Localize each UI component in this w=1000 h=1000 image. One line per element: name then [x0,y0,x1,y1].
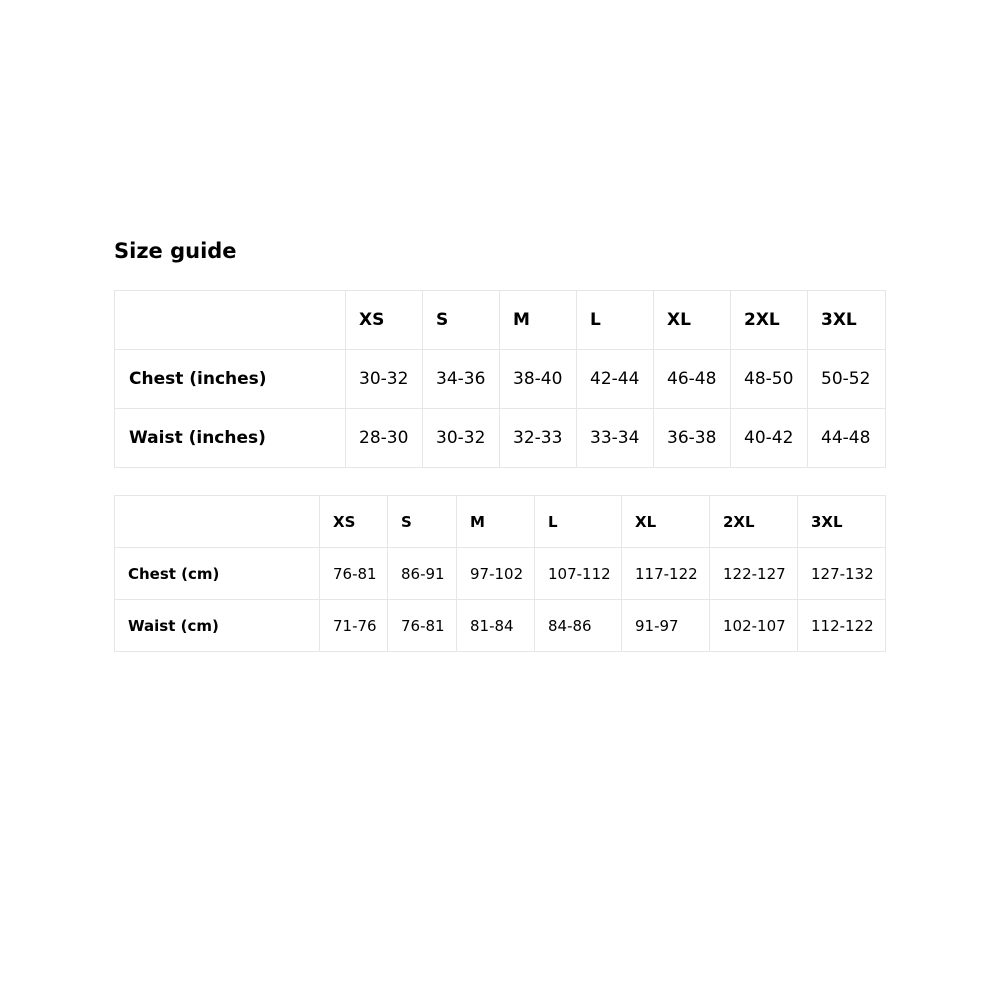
size-table-cm [114,495,886,652]
table-cell: 117-122 [622,548,710,600]
table-cell: 30-32 [423,409,500,468]
row-label: Chest (cm) [115,548,320,600]
header-cell-m: M [500,291,577,350]
table-cell: 76-81 [320,548,388,600]
table-cell: 81-84 [457,600,535,652]
table-row-chest-cm [115,548,886,600]
table-cell: 76-81 [388,600,457,652]
table-cell: 71-76 [320,600,388,652]
header-cell-3xl: 3XL [808,291,886,350]
table-cell: 40-42 [731,409,808,468]
header-cell-empty [115,291,346,350]
header-cell-xs: XS [320,496,388,548]
header-cell-s: S [388,496,457,548]
header-cell-empty [115,496,320,548]
table-cell: 91-97 [622,600,710,652]
header-cell-l: L [577,291,654,350]
table-cell: 48-50 [731,350,808,409]
header-cell-xs: XS [346,291,423,350]
table-header-row [115,496,886,548]
table-cell: 84-86 [535,600,622,652]
header-cell-s: S [423,291,500,350]
table-cell: 122-127 [710,548,798,600]
table-cell: 42-44 [577,350,654,409]
table-cell: 50-52 [808,350,886,409]
row-label: Waist (cm) [115,600,320,652]
size-table-inches [114,290,886,468]
table-cell: 38-40 [500,350,577,409]
row-label: Chest (inches) [115,350,346,409]
table-header-row [115,291,886,350]
table-cell: 36-38 [654,409,731,468]
table-cell: 127-132 [798,548,886,600]
table-row-waist-cm [115,600,886,652]
table-row-waist-inches [115,409,886,468]
row-label: Waist (inches) [115,409,346,468]
table-cell: 28-30 [346,409,423,468]
header-cell-2xl: 2XL [710,496,798,548]
table-cell: 32-33 [500,409,577,468]
table-cell: 34-36 [423,350,500,409]
table-cell: 112-122 [798,600,886,652]
table-cell: 102-107 [710,600,798,652]
header-cell-2xl: 2XL [731,291,808,350]
table-cell: 107-112 [535,548,622,600]
table-cell: 97-102 [457,548,535,600]
header-cell-3xl: 3XL [798,496,886,548]
table-cell: 33-34 [577,409,654,468]
table-cell: 30-32 [346,350,423,409]
header-cell-xl: XL [622,496,710,548]
header-cell-xl: XL [654,291,731,350]
header-cell-m: M [457,496,535,548]
table-row-chest-inches [115,350,886,409]
page-title: Size guide [114,239,237,263]
table-cell: 44-48 [808,409,886,468]
table-cell: 86-91 [388,548,457,600]
table-cell: 46-48 [654,350,731,409]
header-cell-l: L [535,496,622,548]
